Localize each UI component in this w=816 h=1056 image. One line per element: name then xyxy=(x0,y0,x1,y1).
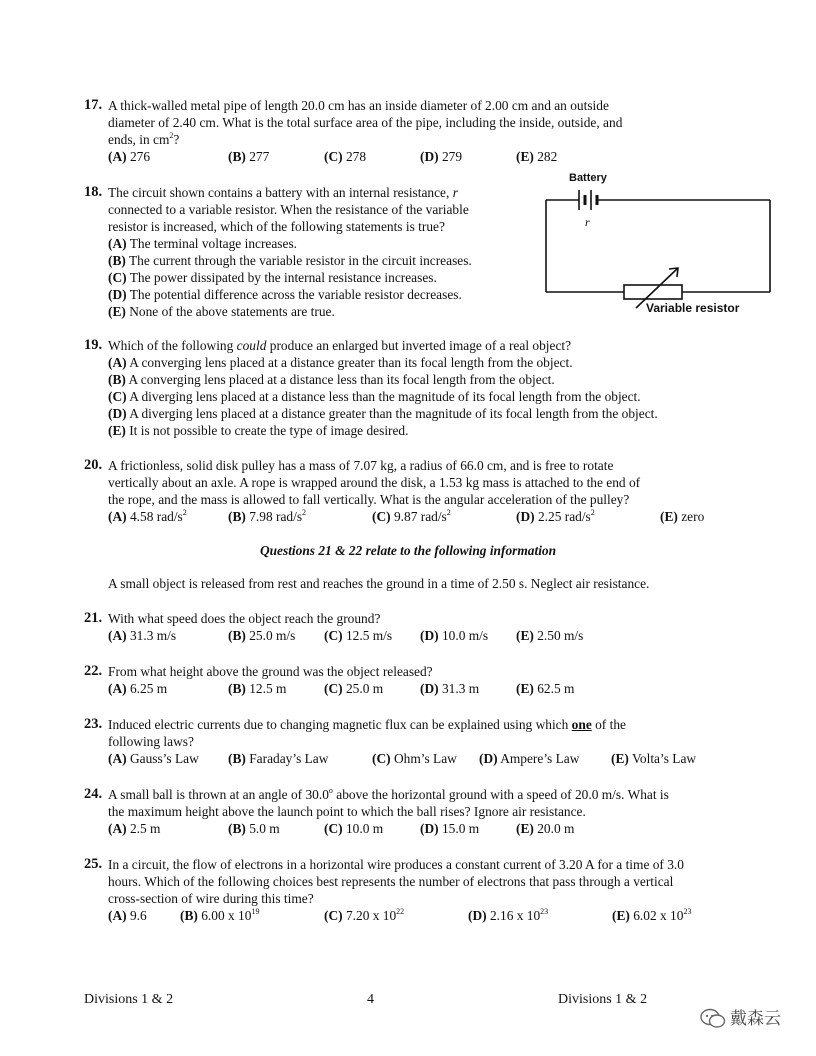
question-text: Which of the following could produce an enlarged but inverted image of a real object? xyxy=(108,338,572,353)
option-e[interactable]: (E) zero xyxy=(660,509,705,524)
question-text: A frictionless, solid disk pulley has a mass of 7.07 kg, a radius of 66.0 cm, and is free to rotate xyxy=(108,458,614,473)
option-a[interactable]: (A) 9.6 xyxy=(108,908,147,923)
option-d[interactable]: (D) 31.3 m xyxy=(420,681,480,696)
question-25 xyxy=(84,856,744,924)
question-17 xyxy=(84,97,744,165)
question-text: hours. Which of the following choices best represents the number of electrons that pass through a vertical xyxy=(108,874,674,889)
option-c[interactable]: (C) 25.0 m xyxy=(324,681,384,696)
question-number: 20. xyxy=(84,457,103,473)
option-e[interactable]: (E) Volta’s Law xyxy=(611,751,697,766)
option-b[interactable]: (B) The current through the variable resistor in the circuit increases. xyxy=(108,253,472,268)
question-text: connected to a variable resistor. When the resistance of the variable xyxy=(108,202,469,217)
circuit-wires xyxy=(546,200,770,292)
question-21 xyxy=(84,610,744,644)
option-a[interactable]: (A) 2.5 m xyxy=(108,821,161,836)
option-a[interactable]: (A) 4.58 rad/$s^2$ xyxy=(108,508,187,524)
option-c[interactable]: (C) 7.20 x $10^{22}$ xyxy=(324,907,405,923)
question-number: 18. xyxy=(84,184,103,200)
answer-options xyxy=(108,148,744,165)
option-d[interactable]: (D) 2.25 rad/$s^2$ xyxy=(516,508,595,524)
watermark-text: 戴森云 xyxy=(730,1008,781,1029)
answer-options xyxy=(108,820,744,837)
option-a[interactable]: (A) 276 xyxy=(108,149,151,164)
question-number: 22. xyxy=(84,663,103,679)
question-number: 24. xyxy=(84,786,103,802)
wechat-icon xyxy=(700,1008,726,1030)
option-e[interactable]: (E) 62.5 m xyxy=(516,681,575,696)
option-d[interactable]: (D) 279 xyxy=(420,149,463,164)
question-24 xyxy=(84,786,744,837)
question-text: The circuit shown contains a battery with an internal resistance, r xyxy=(108,185,458,200)
group-info: A small object is released from rest and reaches the ground in a time of 2.50 s. Neglect air resistance. xyxy=(108,576,650,591)
option-c[interactable]: (C) 9.87 rad/$s^2$ xyxy=(372,508,451,524)
battery-label: Battery xyxy=(569,172,607,184)
option-b[interactable]: (B) 25.0 m/s xyxy=(228,628,296,643)
footer-left: Divisions 1 & 2 xyxy=(84,992,174,1007)
option-a[interactable]: (A) A converging lens placed at a distance greater than its focal length from the object. xyxy=(108,355,573,370)
option-a[interactable]: (A) 6.25 m xyxy=(108,681,168,696)
option-e[interactable]: (E) 20.0 m xyxy=(516,821,575,836)
question-text: diameter of 2.40 cm. What is the total surface area of the pipe, including the inside, outside, and xyxy=(108,115,623,130)
option-e[interactable]: (E) None of the above statements are true. xyxy=(108,304,335,319)
footer-right: Divisions 1 & 2 xyxy=(558,992,648,1007)
option-d[interactable]: (D) A diverging lens placed at a distance greater than the magnitude of its focal length from the object. xyxy=(108,406,658,421)
answer-options xyxy=(108,907,744,924)
question-text: In a circuit, the flow of electrons in a horizontal wire produces a constant current of 3.20 A for a time of 3.0 xyxy=(108,857,684,872)
option-a[interactable]: (A) 31.3 m/s xyxy=(108,628,177,643)
option-b[interactable]: (B) Faraday’s Law xyxy=(228,751,329,766)
page-number: 4 xyxy=(367,992,374,1007)
option-b[interactable]: (B) 277 xyxy=(228,149,270,164)
option-b[interactable]: (B) 5.0 m xyxy=(228,821,280,836)
option-b[interactable]: (B) 6.00 x $10^{19}$ xyxy=(180,907,260,923)
question-text: following laws? xyxy=(108,734,194,749)
option-b[interactable]: (B) 12.5 m xyxy=(228,681,287,696)
question-text: A small ball is thrown at an angle of 30.0$^o$ above the horizontal ground with a speed of 20.0 m/s. What is xyxy=(108,786,669,802)
answer-options xyxy=(108,680,744,697)
option-e[interactable]: (E) It is not possible to create the type of image desired. xyxy=(108,423,409,438)
question-number: 17. xyxy=(84,97,103,113)
question-number: 25. xyxy=(84,856,103,872)
group-heading: Questions 21 & 22 relate to the following information xyxy=(259,543,557,558)
option-b[interactable]: (B) A converging lens placed at a distance less than its focal length from the object. xyxy=(108,372,555,387)
question-22 xyxy=(84,663,744,697)
option-d[interactable]: (D) Ampere’s Law xyxy=(479,751,580,766)
question-text: Induced electric currents due to changing magnetic flux can be explained using which one of the xyxy=(108,717,626,732)
question-19 xyxy=(84,337,744,439)
watermark xyxy=(700,1008,781,1030)
question-text: resistor is increased, which of the following statements is true? xyxy=(108,219,445,234)
option-c[interactable]: (C) 10.0 m xyxy=(324,821,384,836)
answer-options xyxy=(108,508,744,525)
question-number: 21. xyxy=(84,610,103,626)
question-number: 23. xyxy=(84,716,103,732)
question-text: From what height above the ground was the object released? xyxy=(108,664,433,679)
internal-resistance-label: r xyxy=(585,215,590,229)
question-text: the maximum height above the launch point to which the ball rises? Ignore air resistance. xyxy=(108,804,586,819)
option-d[interactable]: (D) 10.0 m/s xyxy=(420,628,489,643)
question-text: ends, in $cm^2$? xyxy=(108,131,180,147)
question-20 xyxy=(84,457,744,525)
option-c[interactable]: (C) 278 xyxy=(324,149,367,164)
question-23 xyxy=(84,716,744,767)
option-d[interactable]: (D) The potential difference across the variable resistor decreases. xyxy=(108,287,462,302)
question-text: cross-section of wire during this time? xyxy=(108,891,314,906)
option-a[interactable]: (A) Gauss’s Law xyxy=(108,751,199,766)
question-text: the rope, and the mass is allowed to fall vertically. What is the angular acceleration of the pulley? xyxy=(108,492,630,507)
answer-options xyxy=(108,750,744,767)
option-c[interactable]: (C) The power dissipated by the internal resistance increases. xyxy=(108,270,437,285)
option-a[interactable]: (A) The terminal voltage increases. xyxy=(108,236,298,251)
question-text: With what speed does the object reach the ground? xyxy=(108,611,381,626)
variable-resistor-label: Variable resistor xyxy=(646,301,740,315)
option-c[interactable]: (C) A diverging lens placed at a distance less than the magnitude of its focal length from the object. xyxy=(108,389,641,404)
question-number: 19. xyxy=(84,337,103,353)
option-d[interactable]: (D) 2.16 x $10^{23}$ xyxy=(468,907,549,923)
option-e[interactable]: (E) 282 xyxy=(516,149,558,164)
battery-icon xyxy=(546,190,770,210)
option-d[interactable]: (D) 15.0 m xyxy=(420,821,480,836)
option-c[interactable]: (C) Ohm’s Law xyxy=(372,751,457,766)
option-e[interactable]: (E) 6.02 x $10^{23}$ xyxy=(612,907,692,923)
answer-options xyxy=(108,627,744,644)
option-b[interactable]: (B) 7.98 rad/$s^2$ xyxy=(228,508,307,524)
question-text: A thick-walled metal pipe of length 20.0 cm has an inside diameter of 2.00 cm and an outside xyxy=(108,98,609,113)
option-c[interactable]: (C) 12.5 m/s xyxy=(324,628,393,643)
question-text: vertically about an axle. A rope is wrapped around the disk, a 1.53 kg mass is attached to the end of xyxy=(108,475,641,490)
circuit-diagram xyxy=(540,168,780,320)
option-e[interactable]: (E) 2.50 m/s xyxy=(516,628,584,643)
